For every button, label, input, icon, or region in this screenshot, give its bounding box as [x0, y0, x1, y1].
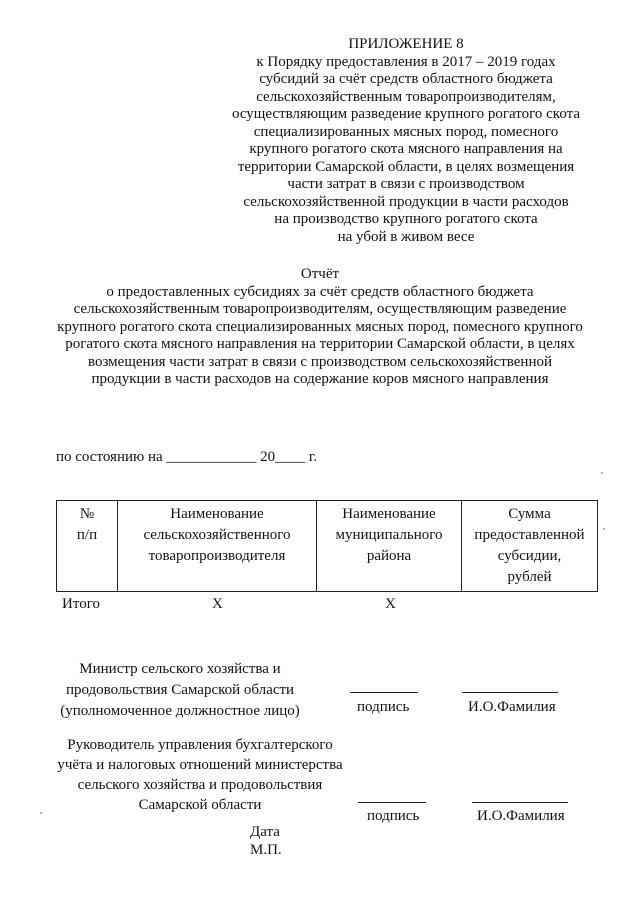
- total-x-producer: X: [212, 596, 223, 612]
- appendix-line: территории Самарской области, в целях возмещения: [237, 158, 575, 175]
- scan-speck: [603, 528, 605, 530]
- scan-speck: [601, 472, 603, 474]
- report-line: продукции в части расходов на содержание коров мясного направления: [91, 371, 549, 387]
- appendix-line: крупного рогатого скота мясного направления на: [249, 141, 563, 157]
- appendix-line: на производство крупного рогатого скота: [274, 211, 538, 227]
- appendix-line: части затрат в связи с производством: [287, 176, 525, 192]
- scan-speck: [40, 812, 42, 814]
- name-label: И.О.Фамилия: [468, 699, 556, 715]
- header-cell-producer: Наименование сельскохозяйственного товаропроизводителя: [118, 501, 317, 592]
- appendix-line: сельскохозяйственной продукции в части расходов: [243, 193, 569, 210]
- signature-title-accounting-head: Руководитель управления бухгалтерского учёта и налоговых отношений министерства сельского хозяйства и продовольствия Самарской области: [57, 737, 343, 813]
- report-line: рогатого скота мясного направления на территории Самарской области, в целях: [65, 336, 575, 352]
- report-line: о предоставленных субсидиях за счёт средств областного бюджета: [106, 283, 534, 300]
- appendix-title: ПРИЛОЖЕНИЕ 8: [348, 36, 464, 52]
- signature-label: подпись: [357, 699, 410, 715]
- appendix-block: [226, 36, 586, 246]
- name-label: И.О.Фамилия: [477, 808, 565, 824]
- appendix-line: на убой в живом весе: [337, 228, 475, 245]
- total-label: Итого: [62, 596, 100, 612]
- header-cell-amount: Сумма предоставленной субсидии, рублей: [462, 501, 598, 592]
- signature-line: [358, 802, 426, 803]
- report-block: [40, 266, 600, 389]
- report-heading: Отчёт: [300, 266, 340, 282]
- appendix-line: к Порядку предоставления в 2017 – 2019 годах: [256, 53, 556, 70]
- appendix-line: субсидий за счёт средств областного бюджета: [259, 71, 553, 87]
- report-line: возмещения части затрат в связи с производством сельскохозяйственной: [87, 353, 552, 370]
- stamp-label: М.П.: [250, 842, 282, 858]
- table-header-row: [57, 501, 598, 592]
- total-x-district: X: [385, 596, 396, 612]
- report-line: сельскохозяйственным товаропроизводителям, осуществляющим разведение: [73, 301, 567, 317]
- name-line: [462, 692, 558, 693]
- report-line: крупного рогатого скота специализированных мясных пород, помесного крупного: [57, 318, 583, 335]
- appendix-line: сельскохозяйственным товаропроизводителям,: [256, 88, 556, 105]
- signature-line: [350, 692, 418, 693]
- name-line: [472, 802, 568, 803]
- header-cell-number: № п/п: [57, 501, 118, 592]
- date-label: Дата: [250, 824, 280, 840]
- header-cell-district: Наименование муниципального района: [317, 501, 462, 592]
- as-of-date-line: по состоянию на ____________ 20____ г.: [56, 449, 318, 465]
- signature-label: подпись: [367, 808, 420, 824]
- appendix-line: осуществляющим разведение крупного рогатого скота: [231, 106, 581, 122]
- subsidy-table: [56, 500, 598, 592]
- appendix-line: специализированных мясных пород, помесного: [253, 123, 559, 140]
- signature-title-minister: Министр сельского хозяйства и продовольствия Самарской области (уполномоченное должностное лицо): [60, 661, 300, 719]
